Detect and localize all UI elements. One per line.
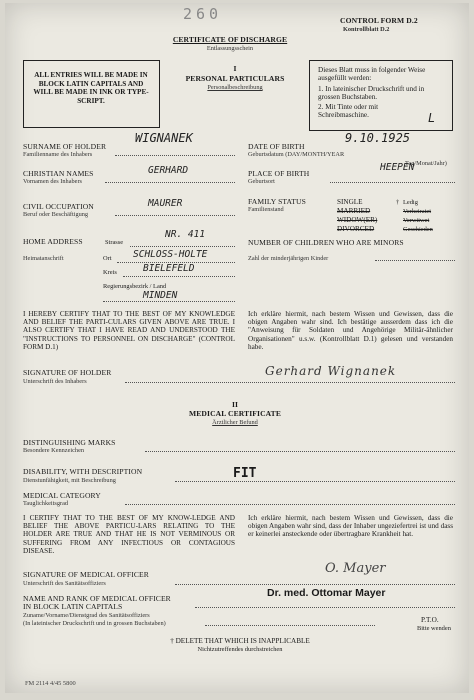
children-label: NUMBER OF CHILDREN WHO ARE MINORS	[248, 238, 404, 247]
instructions-box-de	[309, 60, 453, 131]
occupation-value: MAURER	[148, 198, 183, 209]
family-option-de-verwitwet: Verwitwet	[403, 217, 430, 224]
family-option-single: SINGLE	[337, 198, 363, 206]
instructions-mark: L	[428, 111, 436, 125]
surname-label: SURNAME OF HOLDER	[23, 142, 107, 151]
family-status-sub: Familienstand	[248, 206, 284, 213]
instructions-box-en	[23, 60, 160, 128]
kreis-label: Kreis	[103, 269, 117, 276]
disability-label: DISABILITY, WITH DESCRIPTION	[23, 467, 143, 476]
certify-holder-de: Ich erkläre hiermit, nach bestem Wissen und Gewissen, dass die obigen Angaben wahr sind. Ich bestätige ausserdem dass ich die "Anweisung für Soldaten und Angehörige Militär-ähnlicher Organisationen" u.s.w. (Kontrollblatt D.1) gelesen und verstanden habe.	[248, 310, 453, 351]
medical-name-label2: IN BLOCK LATIN CAPITALS	[23, 602, 123, 611]
section2-number: II	[231, 400, 239, 409]
dob-label: DATE OF BIRTH	[248, 142, 305, 151]
family-status-label: FAMILY STATUS	[248, 197, 306, 206]
category-sub: Tauglichkeitsgrad	[23, 500, 69, 507]
certificate-title: CERTIFICATE OF DISCHARGE	[172, 35, 288, 44]
holder-signature-sub: Unterschrift des Inhabers	[23, 378, 87, 385]
delete-note: † DELETE THAT WHICH IS INAPPLICABLE	[170, 637, 310, 645]
instructions-de-intro: Dieses Blatt muss in folgender Weise ausgefüllt werden:	[318, 66, 426, 82]
disability-sub: Dienstunfähigkeit, mit Beschreibung	[23, 477, 116, 484]
medical-signature-sub: Unterschrift des Sanitätsoffiziers	[23, 580, 106, 587]
dob-sub: Geburtsdatum (DAY/MONTH/YEAR	[248, 151, 345, 158]
instructions-de-item1: 1. In lateinischer Druckschrift und in grossen Buchstaben.	[318, 85, 425, 101]
home-address-label: HOME ADDRESS	[23, 237, 83, 246]
medical-signature: O. Mayer	[325, 561, 386, 576]
section1-number: I	[233, 64, 237, 73]
medical-name-sub2: (In lateinischer Druckschrift und in grossen Buchstaben)	[23, 620, 166, 627]
surname-value: WIGNANEK	[135, 131, 193, 145]
form-code: FM 2114 4/45 5800	[25, 680, 76, 687]
christian-names-label: CHRISTIAN NAMES	[23, 169, 94, 178]
christian-names-value: GERHARD	[148, 165, 189, 176]
pto-sub: Bitte wenden	[417, 625, 451, 632]
dob-sub2: Tag/Monat/Jahr)	[405, 160, 447, 167]
certificate-sub: Entlassungsschein	[206, 45, 254, 52]
dob-value: 9.10.1925	[345, 131, 411, 145]
control-form-sub: Kontrollblatt D.2	[343, 26, 390, 33]
marks-sub: Besondere Kennzeichen	[23, 447, 85, 454]
kreis-value: BIELEFELD	[143, 263, 195, 274]
street-value: NR. 411	[165, 229, 206, 240]
certify-medical-en: I CERTIFY THAT TO THE BEST OF MY KNOW-LEDGE AND BELIEF THE ABOVE PARTICU-LARS RELATING TO THE HOLDER ARE TRUE AND THAT HE IS NOT VERMINOUS OR SUFFERING FROM ANY INFECTIOUS OR CONTAGIOUS DISEASE.	[23, 514, 235, 555]
family-option-married: MARRIED	[337, 207, 371, 215]
medical-officer-stamp: Dr. med. Ottomar Mayer	[267, 587, 386, 599]
regbez-label: Regierungsbezirk / Land	[103, 283, 167, 290]
discharge-certificate: 260 CONTROL FORM D.2 Kontrollblatt D.2 CERTIFICATE OF DISCHARGE Entlassungsschein ALL ENTRIES WILL BE MADE IN BLOCK LATIN CAPITALS AND WILL BE MADE IN INK OR TYPE-SCRIPT. I PERSONAL PARTICULARS Personalbeschreibung Dieses Blatt muss in folgender Weise ausgefüllt werden: 1. In lateinischer Druckschrift und in grossen Buchstaben. 2. Mit Tinte oder mit Schreibmaschine. L SURNAME OF HOLDER Familienname des Inhabers WIGNANEK CHRISTIAN NAMES Vornamen des Inhabers GERHARD CIVIL OCCUPATION Beruf oder Beschäftigung MAURER HOME ADDRESS Strasse NR. 411 Heimatanschrift Ort SCHLOSS-HOLTE Kreis BIELEFELD Regierungsbezirk / Land MINDEN DATE OF BIRTH Geburtsdatum (DAY/MONTH/YEAR Tag/Monat/Jahr) 9.10.1925 PLACE OF BIRTH Geburtsort HEEPEN FAMILY STATUS Familienstand SINGLE MARRIED WIDOW(ER) DIVORCED † Ledig Verheiratet Verwitwet Geschieden NUMBER OF CHILDREN WHO ARE MINORS Zahl der minderjährigen Kinder I HEREBY CERTIFY THAT TO THE BEST OF MY KNOWLEDGE AND BELIEF THE PARTI-CULARS GIVEN ABOVE ARE TRUE. I ALSO CERTIFY THAT I HAVE READ AND UNDERSTOOD THE "INSTRUCTIONS TO PERSONNEL ON DISCHARGE" (CONTROL FORM D.1) Ich erkläre hiermit, nach bestem Wissen und Gewissen, dass die obigen Angaben wahr sind. Ich bestätige ausserdem dass ich die "Anweisung für Soldaten und Angehörige Militär-ähnlicher Organisationen" u.s.w. (Kontrollblatt D.1) gelesen und verstanden habe. SIGNATURE OF HOLDER Unterschrift des Inhabers Gerhard Wignanek II MEDICAL CERTIFICATE Ärztlicher Befund DISTINGUISHING MARKS Besondere Kennzeichen DISABILITY, WITH DESCRIPTION Dienstunfähigkeit, mit Beschreibung FIT MEDICAL CATEGORY Tauglichkeitsgrad I CERTIFY THAT TO THE BEST OF MY KNOW-LEDGE AND BELIEF THE ABOVE PARTICU-LARS RELATING TO THE HOLDER ARE TRUE AND THAT HE IS NOT VERMINOUS OR SUFFERING FROM ANY INFECTIOUS OR CONTAGIOUS DISEASE. Ich erkläre hiermit, nach bestem Wissen und Gewissen, dass die obigen Angaben wahr sind, dass der Inhaber ungeziefertrei ist und dass er keinerlei ansteckende oder übertragbare Krankheit hat. SIGNATURE OF MEDICAL OFFICER Unterschrift des Sanitätsoffiziers O. Mayer NAME AND RANK OF MEDICAL OFFICER IN BLOCK LATIN CAPITALS Zuname/Vorname/Dienstgrad des Sanitätsoffiziers (In lateinischer Druckschrift und in grossen Buchstaben) Dr. med. Ottomar Mayer P.T.O. Bitte wenden † DELETE THAT WHICH IS INAPPLICABLE Nichtzutreffendes durchstreichen FM 2114 4/45 5800	[5, 3, 469, 693]
family-option-de-ledig: Ledig	[403, 199, 418, 206]
occupation-label: CIVIL OCCUPATION	[23, 202, 94, 211]
top-number: 260	[183, 5, 223, 23]
ort-value: SCHLOSS-HOLTE	[133, 249, 208, 260]
medical-name-label: NAME AND RANK OF MEDICAL OFFICER	[23, 594, 171, 603]
family-option-de-geschieden: Geschieden	[403, 226, 433, 233]
marks-label: DISTINGUISHING MARKS	[23, 438, 116, 447]
pob-sub: Geburtsort	[248, 178, 275, 185]
home-address-sub: Heimatanschrift	[23, 255, 64, 262]
surname-sub: Familienname des Inhabers	[23, 151, 93, 158]
occupation-sub: Beruf oder Beschäftigung	[23, 211, 89, 218]
instructions-en: ALL ENTRIES WILL BE MADE IN BLOCK LATIN CAPITALS AND WILL BE MADE IN INK OR TYPE-SCRIPT.	[33, 71, 149, 105]
medical-signature-label: SIGNATURE OF MEDICAL OFFICER	[23, 570, 149, 579]
instructions-de-item2: 2. Mit Tinte oder mit Schreibmaschine.	[318, 103, 379, 119]
regbez-value: MINDEN	[143, 290, 178, 301]
certify-holder-en: I HEREBY CERTIFY THAT TO THE BEST OF MY KNOWLEDGE AND BELIEF THE PARTI-CULARS GIVEN ABOVE ARE TRUE. I ALSO CERTIFY THAT I HAVE READ AND UNDERSTOOD THE "INSTRUCTIONS TO PERSONNEL ON DISCHARGE" (CONTROL FORM D.1)	[23, 310, 235, 351]
section2-title: MEDICAL CERTIFICATE	[189, 409, 281, 418]
family-option-divorced: DIVORCED	[337, 225, 375, 233]
pto: P.T.O.	[421, 616, 439, 624]
section2-sub: Ärztlicher Befund	[212, 419, 258, 426]
family-option-widower: WIDOW(ER)	[337, 216, 378, 224]
holder-signature: Gerhard Wignanek	[265, 364, 397, 378]
certify-medical-de: Ich erkläre hiermit, nach bestem Wissen und Gewissen, dass die obigen Angaben wahr sind, dass der Inhaber ungeziefertrei ist und dass er keinerlei ansteckende oder übertragbare Krankheit hat.	[248, 514, 453, 539]
section1-title: PERSONAL PARTICULARS	[185, 74, 285, 83]
section1-sub: Personalbeschreibung	[207, 84, 263, 91]
ort-label: Ort	[103, 255, 112, 262]
street-label: Strasse	[105, 239, 124, 246]
holder-signature-label: SIGNATURE OF HOLDER	[23, 368, 112, 377]
christian-names-sub: Vornamen des Inhabers	[23, 178, 82, 185]
control-form-title: CONTROL FORM D.2	[340, 16, 418, 25]
pob-value: HEEPEN	[380, 162, 415, 173]
family-option-de-verheiratet: Verheiratet	[403, 208, 432, 215]
medical-name-sub: Zuname/Vorname/Dienstgrad des Sanitätsoffiziers	[23, 612, 150, 619]
disability-value: FIT	[233, 466, 257, 481]
category-label: MEDICAL CATEGORY	[23, 491, 101, 500]
children-sub: Zahl der minderjährigen Kinder	[248, 255, 329, 262]
pob-label: PLACE OF BIRTH	[248, 169, 310, 178]
delete-note-sub: Nichtzutreffendes durchstreichen	[197, 646, 283, 653]
